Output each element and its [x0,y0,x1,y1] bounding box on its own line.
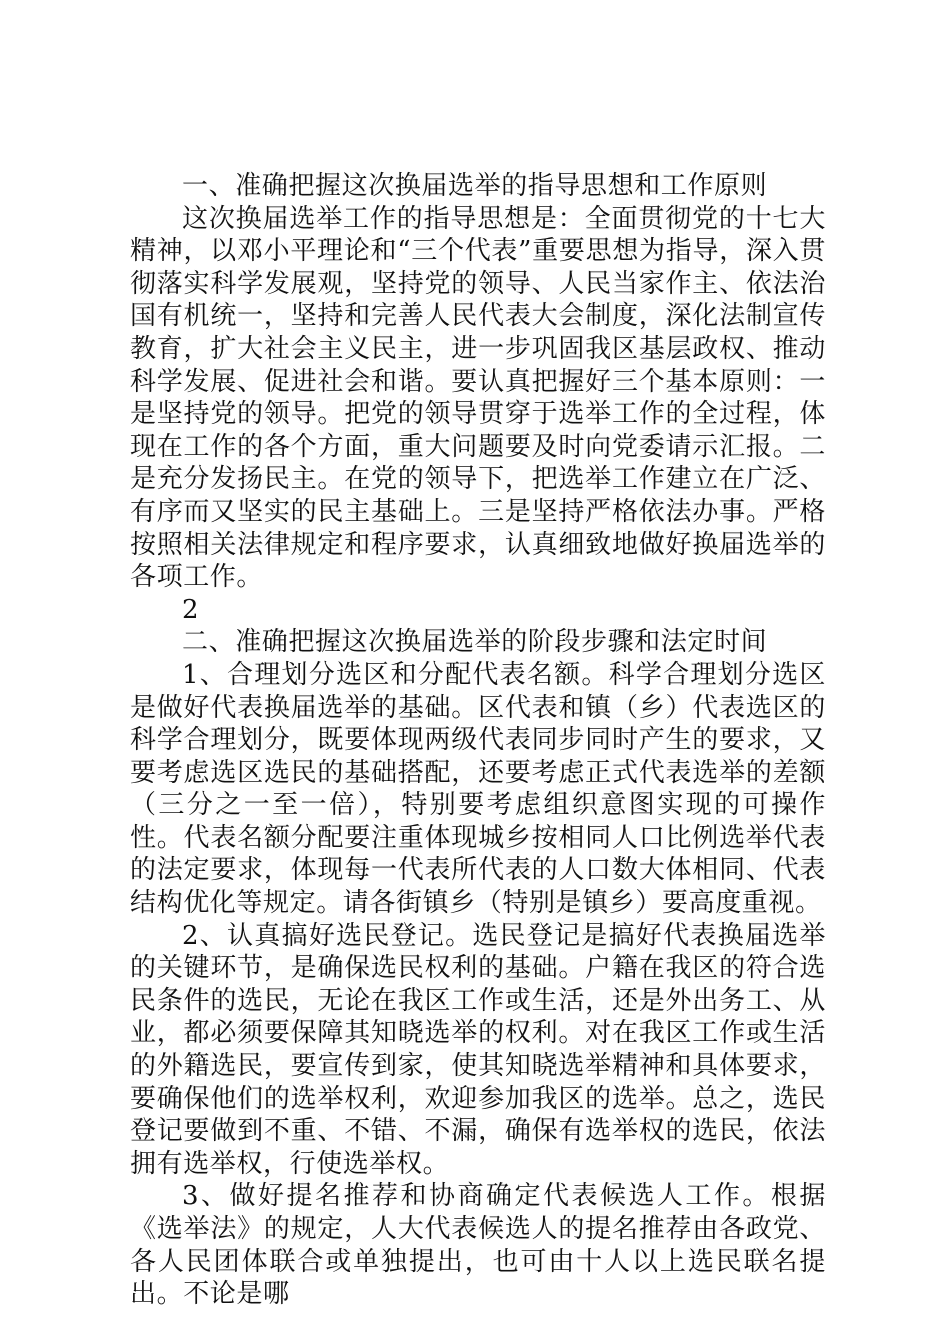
paragraph-item-3: 3、做好提名推荐和协商确定代表候选人工作。根据《选举法》的规定，人大代表候选人的提名推荐由各政党、各人民团体联合或单独提出，也可由十人以上选民联名提出。不论是哪 [130,1181,826,1310]
section-heading-1: 一、准确把握这次换届选举的指导思想和工作原则 [182,171,768,201]
paragraph-item-2: 2、认真搞好选民登记。选民登记是搞好代表换届选举的关键环节，是确保选民权利的基础。户籍在我区的符合选民条件的选民，无论在我区工作或生活，还是外出务工、从业，都必须要保障其知晓选举的权利。对在我区工作或生活的外籍选民，要宣传到家，使其知晓选举精神和具体要求，要确保他们的选举权利，欢迎参加我区的选举。总之，选民登记要做到不重、不错、不漏，确保有选举权的选民，依法拥有选举权，行使选举权。 [130,920,826,1179]
paragraph-item-1: 1、合理划分选区和分配代表名额。科学合理划分选区是做好代表换届选举的基础。区代表和镇（乡）代表选区的科学合理划分，既要体现两级代表同步同时产生的要求，又要考虑选区选民的基础搭配，还要考虑正式代表选举的差额（三分之一至一倍），特别要考虑组织意图实现的可操作性。代表名额分配要注重体现城乡按相同人口比例选举代表的法定要求，体现每一代表所代表的人口数大体相同、代表结构优化等规定。请各街镇乡（特别是镇乡）要高度重视。 [130,659,826,919]
document-body [130,170,826,1311]
page-number: 2 [182,594,200,625]
section-heading-2: 二、准确把握这次换届选举的阶段步骤和法定时间 [182,627,768,658]
paragraph-guiding-principles: 这次换届选举工作的指导思想是：全面贯彻党的十七大精神，以邓小平理论和“三个代表”重要思想为指导，深入贯彻落实科学发展观，坚持党的领导、人民当家作主、依法治国有机统一，坚持和完善人民代表大会制度，深化法制宣传教育，扩大社会主义民主，进一步巩固我区基层政权、推动科学发展、促进社会和谐。要认真把握好三个基本原则：一是坚持党的领导。把党的领导贯穿于选举工作的全过程，体现在工作的各个方面，重大问题要及时向党委请示汇报。二是充分发扬民主。在党的领导下，把选举工作建立在广泛、有序而又坚实的民主基础上。三是坚持严格依法办事。严格按照相关法律规定和程序要求，认真细致地做好换届选举的各项工作。 [130,203,826,593]
